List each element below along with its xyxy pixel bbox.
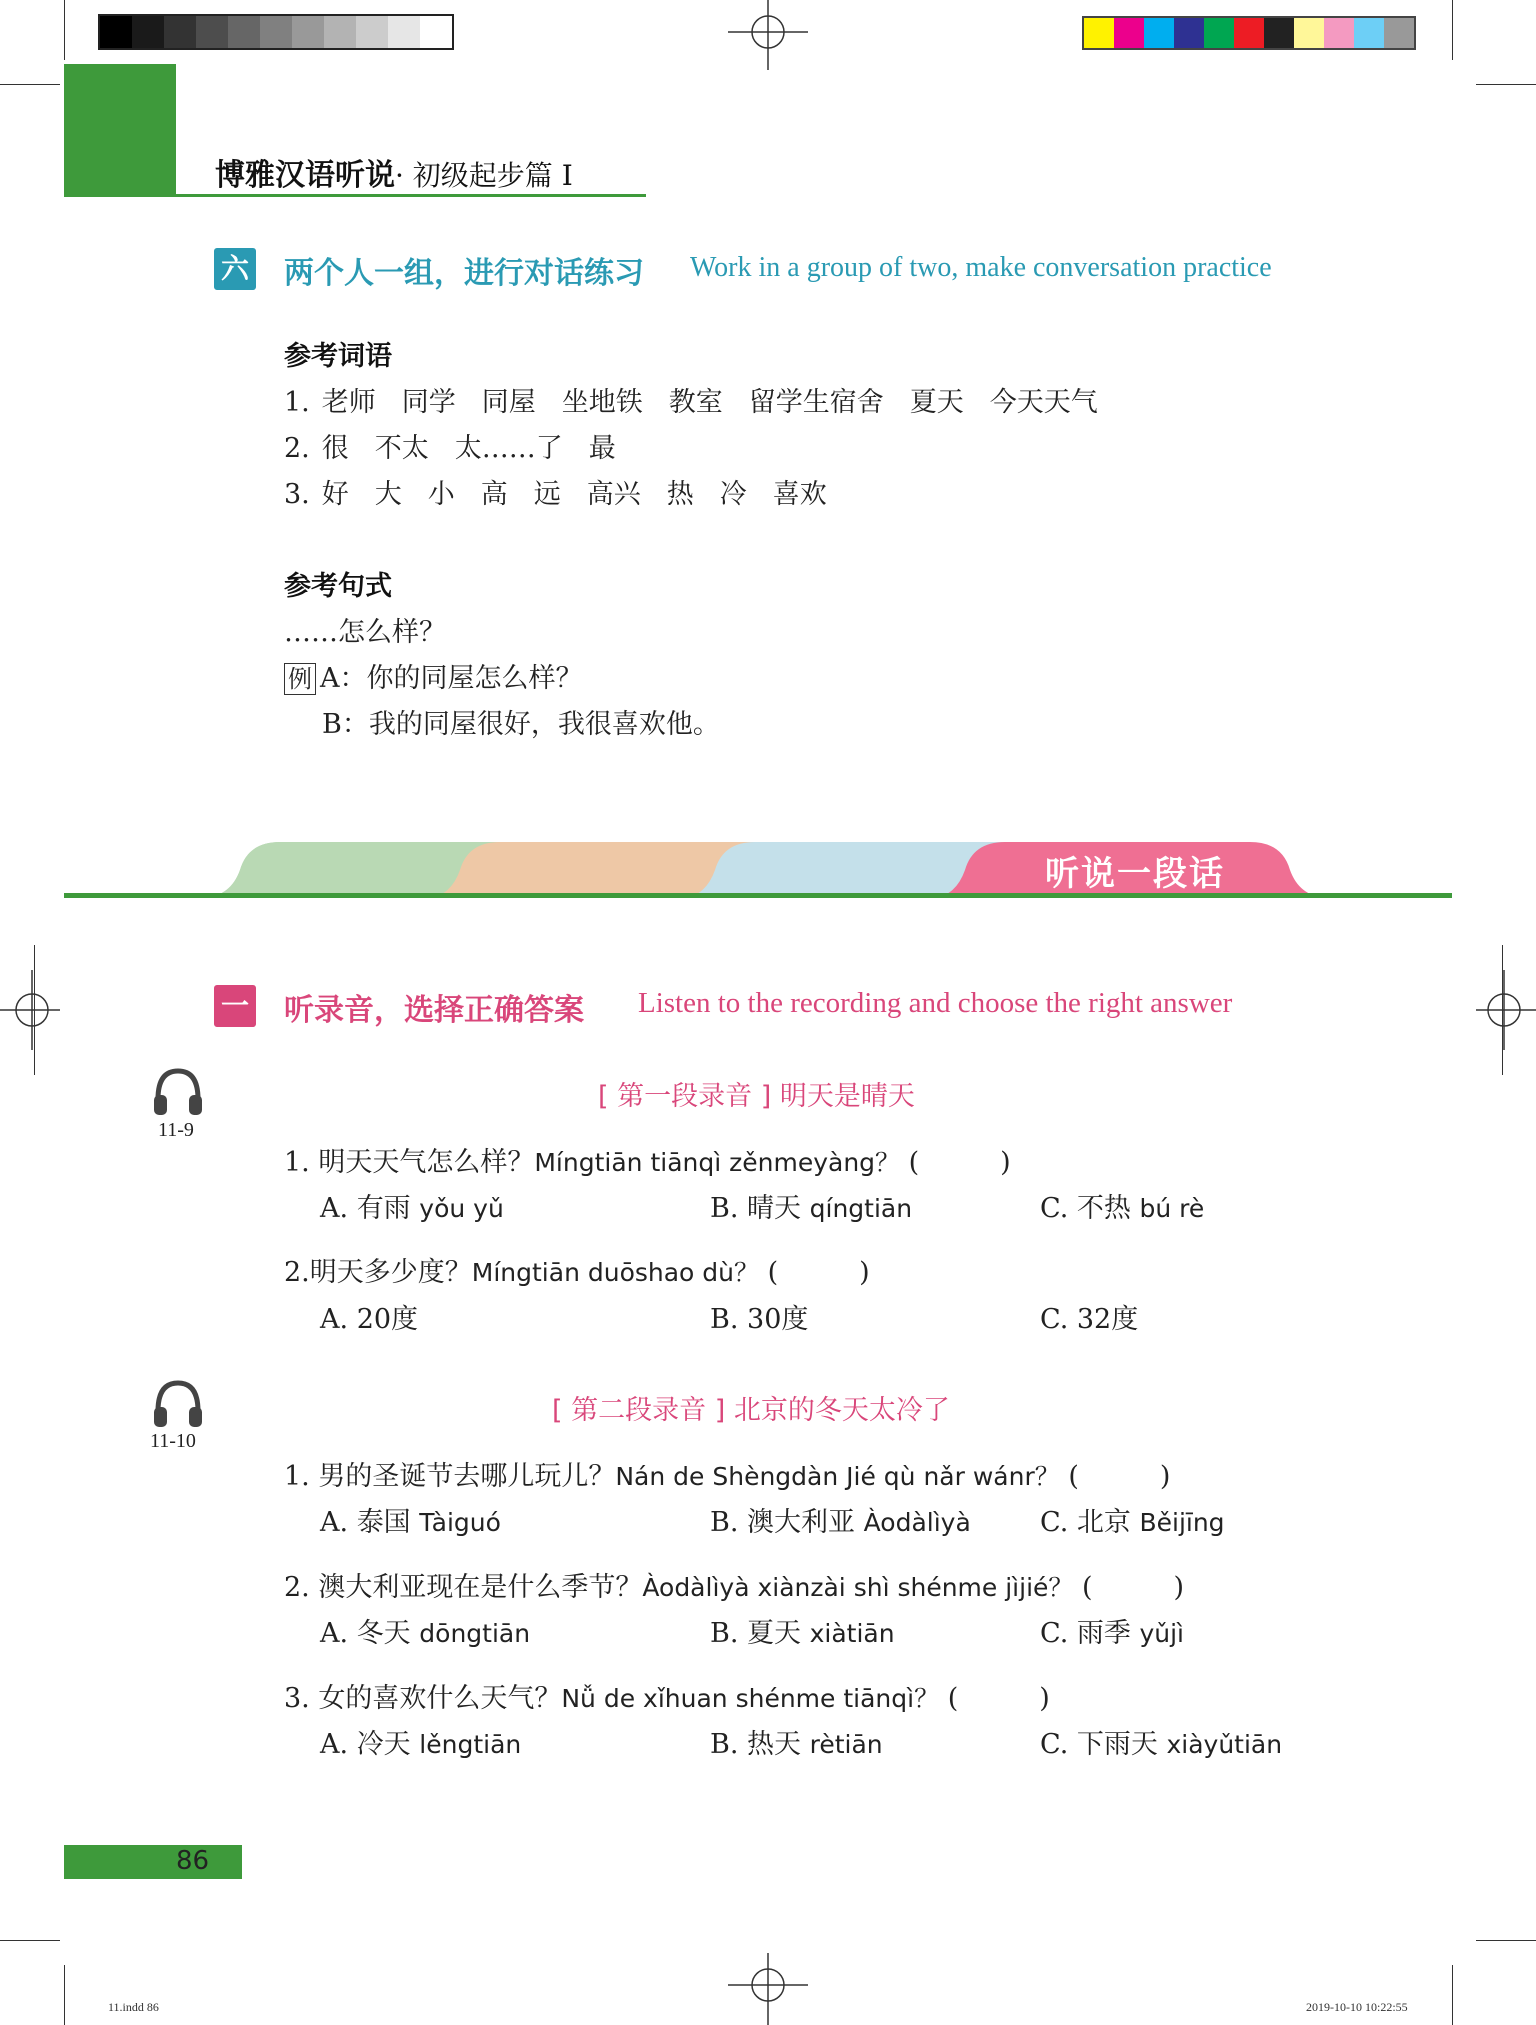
option-b[interactable]: [710, 1186, 912, 1225]
option-label: B.: [710, 1304, 739, 1335]
crop-mark: [0, 84, 60, 85]
header-green-block: [64, 64, 176, 194]
option-c[interactable]: [1040, 1611, 1184, 1650]
question: [284, 1676, 1050, 1715]
vocab-word: 坐地铁: [561, 387, 643, 418]
option-zh: 冷天: [356, 1729, 411, 1760]
vocab-word: 老师: [321, 387, 376, 418]
option-zh: 不热: [1076, 1193, 1131, 1224]
registration-mark-icon: [728, 1945, 808, 2025]
option-label: C.: [1040, 1193, 1069, 1224]
question: [284, 1250, 870, 1289]
section-six-number: 六: [214, 248, 256, 290]
header-rule: [64, 194, 646, 197]
registration-mark-icon: [728, 0, 808, 80]
question-zh: 明天多少度？: [309, 1257, 472, 1288]
option-c[interactable]: [1040, 1500, 1225, 1539]
vocab-word: 今天天气: [989, 387, 1098, 418]
question-num: 1.: [284, 1147, 310, 1178]
section-one-title-en: Listen to the recording and choose the right answer: [638, 987, 1233, 1019]
option-label: C.: [1040, 1507, 1069, 1538]
option-label: A.: [320, 1507, 349, 1538]
vocab-word: 很: [321, 433, 349, 464]
option-label: A.: [320, 1729, 349, 1760]
registration-mark-icon: [0, 970, 80, 1050]
vocab-word: 同学: [401, 387, 456, 418]
vocab-num: 3.: [284, 479, 310, 510]
option-zh: 北京: [1076, 1507, 1131, 1538]
option-label: A.: [320, 1304, 349, 1335]
option-zh: 雨季: [1076, 1618, 1131, 1649]
crop-mark: [34, 945, 35, 1075]
option-pinyin: rètiān: [809, 1730, 883, 1759]
vocab-word: 喜欢: [772, 479, 827, 510]
option-pinyin: yǒu yǔ: [419, 1194, 504, 1223]
vocab-word: 高: [480, 479, 508, 510]
pattern-heading: 参考句式: [284, 571, 392, 602]
option-c[interactable]: [1040, 1722, 1282, 1761]
vocab-word: 冷: [719, 479, 747, 510]
question-zh: 澳大利亚现在是什么季节？: [318, 1572, 643, 1603]
grayscale-calibration-bar: [98, 14, 454, 50]
answer-blank[interactable]: ( ): [908, 1147, 1011, 1178]
sentence-pattern: ……怎么样？: [284, 617, 446, 648]
registration-mark-icon: [1456, 970, 1536, 1050]
crop-mark: [1476, 84, 1536, 85]
option-a[interactable]: [320, 1297, 418, 1336]
book-title-sub: · 初级起步篇 I: [395, 159, 573, 192]
recording-title: [ 第二段录音 ] 北京的冬天太冷了: [552, 1395, 950, 1426]
vocab-word: 好: [321, 479, 349, 510]
section-one-number: 一: [214, 985, 256, 1027]
vocab-word: 最: [588, 433, 616, 464]
banner-rule: [64, 893, 1452, 898]
option-label: A.: [320, 1193, 349, 1224]
option-zh: 下雨天: [1076, 1729, 1158, 1760]
question-num: 2.: [284, 1257, 310, 1288]
crop-mark: [1452, 1965, 1453, 2025]
crop-mark: [0, 1940, 60, 1941]
question-pinyin: Míngtiān duōshao dù？: [471, 1258, 760, 1287]
option-a[interactable]: [320, 1500, 501, 1539]
option-a[interactable]: [320, 1186, 504, 1225]
option-label: C.: [1040, 1729, 1069, 1760]
question-zh: 明天天气怎么样？: [318, 1147, 535, 1178]
example-label: 例: [284, 663, 316, 695]
option-b[interactable]: [710, 1611, 895, 1650]
answer-blank[interactable]: ( ): [1068, 1461, 1171, 1492]
question-pinyin: Nán de Shèngdàn Jié qù nǎr wánr？: [615, 1462, 1060, 1491]
option-pinyin: Àodàlìyà: [863, 1508, 971, 1537]
option-b[interactable]: [710, 1722, 883, 1761]
vocab-word: 同屋: [481, 387, 536, 418]
page-number: 86: [176, 1846, 210, 1876]
option-pinyin: yǔjì: [1139, 1619, 1184, 1648]
question-num: 2.: [284, 1572, 310, 1603]
option-label: A.: [320, 1618, 349, 1649]
vocab-num: 2.: [284, 433, 310, 464]
question-zh: 女的喜欢什么天气？: [318, 1683, 562, 1714]
option-zh: 澳大利亚: [747, 1507, 856, 1538]
track-number: 11-10: [150, 1430, 196, 1452]
option-zh: 泰国: [356, 1507, 411, 1538]
vocab-word: 热: [666, 479, 694, 510]
option-zh: 夏天: [747, 1618, 802, 1649]
option-zh: 冬天: [356, 1618, 411, 1649]
vocab-num: 1.: [284, 387, 310, 418]
banner-title: 听说一段话: [1045, 854, 1225, 894]
option-zh: 32度: [1076, 1304, 1139, 1335]
question-pinyin: Àodàlìyà xiànzài shì shénme jìjié？: [642, 1573, 1074, 1602]
crop-mark: [1476, 1940, 1536, 1941]
question-num: 3.: [284, 1683, 310, 1714]
footer-timestamp: 2019-10-10 10:22:55: [1306, 2000, 1408, 2014]
question-pinyin: Míngtiān tiānqì zěnmeyàng？: [534, 1148, 901, 1177]
option-b[interactable]: [710, 1297, 808, 1336]
recording-title: [ 第一段录音 ] 明天是晴天: [598, 1081, 915, 1112]
question: [284, 1140, 1011, 1179]
book-title-main: 博雅汉语听说: [215, 158, 395, 193]
example-line-b: B：我的同屋很好，我很喜欢他。: [322, 709, 720, 740]
option-b[interactable]: [710, 1500, 971, 1539]
crop-mark: [64, 0, 65, 60]
vocab-word: 太……了: [454, 433, 563, 464]
option-label: B.: [710, 1729, 739, 1760]
vocab-word: 夏天: [909, 387, 964, 418]
option-zh: 30度: [747, 1304, 809, 1335]
answer-blank[interactable]: ( ): [767, 1257, 870, 1288]
crop-mark: [64, 1965, 65, 2025]
option-label: B.: [710, 1618, 739, 1649]
question-num: 1.: [284, 1461, 310, 1492]
headphone-icon[interactable]: [152, 1065, 204, 1117]
option-c[interactable]: [1040, 1186, 1204, 1225]
vocab-word: 远: [533, 479, 561, 510]
option-pinyin: bú rè: [1139, 1194, 1205, 1223]
question-pinyin: Nǚ de xǐhuan shénme tiānqì？: [561, 1684, 940, 1713]
page-number-box: [64, 1845, 242, 1879]
vocab-word: 不太: [374, 433, 429, 464]
vocab-word: 留学生宿舍: [748, 387, 884, 418]
option-label: C.: [1040, 1304, 1069, 1335]
answer-blank[interactable]: ( ): [947, 1683, 1050, 1714]
vocab-line: [284, 472, 853, 511]
crop-mark: [1502, 945, 1503, 1075]
option-label: C.: [1040, 1618, 1069, 1649]
option-pinyin: lěngtiān: [419, 1730, 522, 1759]
answer-blank[interactable]: ( ): [1082, 1572, 1185, 1603]
option-pinyin: Běijīng: [1139, 1508, 1225, 1537]
vocab-heading: 参考词语: [284, 341, 392, 372]
option-zh: 20度: [356, 1304, 419, 1335]
example-a-text: A：你的同屋怎么样？: [320, 663, 583, 694]
option-pinyin: qíngtiān: [809, 1194, 913, 1223]
option-a[interactable]: [320, 1722, 521, 1761]
question-zh: 男的圣诞节去哪儿玩儿？: [318, 1461, 616, 1492]
option-pinyin: xiàyǔtiān: [1166, 1730, 1283, 1759]
vocab-line: [284, 380, 1124, 419]
crop-mark: [1452, 0, 1453, 60]
section-six-title-en: Work in a group of two, make conversation practice: [690, 252, 1272, 283]
option-pinyin: xiàtiān: [809, 1619, 895, 1648]
option-label: B.: [710, 1193, 739, 1224]
option-a[interactable]: [320, 1611, 530, 1650]
question: [284, 1454, 1170, 1493]
option-pinyin: Tàiguó: [419, 1508, 501, 1537]
example-line-a: [284, 656, 583, 695]
vocab-word: 小: [427, 479, 455, 510]
vocab-word: 高兴: [586, 479, 641, 510]
question: [284, 1565, 1184, 1604]
book-title: [215, 150, 573, 194]
vocab-line: [284, 426, 642, 465]
option-zh: 有雨: [356, 1193, 411, 1224]
headphone-icon[interactable]: [152, 1377, 204, 1429]
section-one-title: 听录音，选择正确答案: [284, 993, 584, 1028]
color-calibration-bar: [1082, 16, 1416, 50]
track-number: 11-9: [158, 1119, 194, 1141]
option-zh: 晴天: [747, 1193, 802, 1224]
option-pinyin: dōngtiān: [419, 1619, 531, 1648]
section-six-title: 两个人一组，进行对话练习: [284, 256, 644, 291]
option-label: B.: [710, 1507, 739, 1538]
vocab-word: 大: [374, 479, 402, 510]
footer-file: 11.indd 86: [108, 2000, 159, 2014]
option-c[interactable]: [1040, 1297, 1138, 1336]
vocab-word: 教室: [668, 387, 723, 418]
option-zh: 热天: [747, 1729, 802, 1760]
